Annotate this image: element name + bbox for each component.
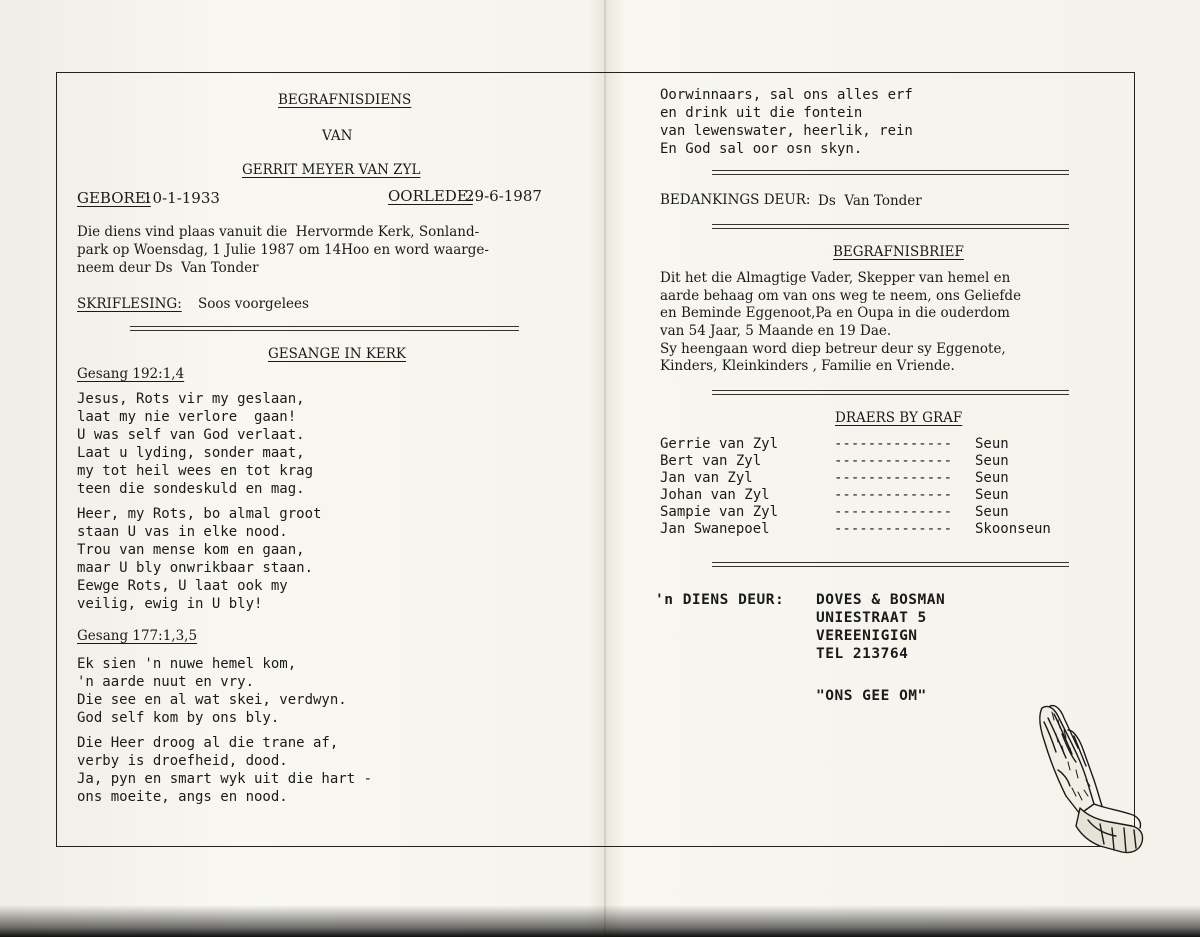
- verse-line: staan U vas in elke nood.: [77, 524, 288, 540]
- letter-line: Kinders, Kleinkinders , Familie en Vriende.: [660, 358, 955, 374]
- service-title: BEGRAFNISDIENS: [278, 92, 412, 108]
- divider: [712, 224, 1069, 229]
- bearer-dash: --------------: [834, 521, 953, 537]
- verse-line: Trou van mense kom en gaan,: [77, 542, 305, 558]
- verse-line: 'n aarde nuut en vry.: [77, 674, 255, 690]
- undertaker-line: VEREENIGIGN: [816, 628, 918, 644]
- bearer-relation: Seun: [975, 487, 1009, 503]
- hymn-2-title: Gesang 177:1,3,5: [77, 628, 198, 644]
- bearer-name: Bert van Zyl: [660, 453, 762, 469]
- scan-edge-shadow: [0, 905, 1200, 937]
- verse-line: laat my nie verlore gaan!: [77, 409, 297, 425]
- verse-line: Heer, my Rots, bo almal groot: [77, 506, 322, 522]
- bearer-relation: Seun: [975, 470, 1009, 486]
- thanks-label: BEDANKINGS DEUR:: [660, 192, 811, 208]
- died-date: 29-6-1987: [465, 187, 542, 205]
- van-label: VAN: [322, 128, 353, 144]
- verse-line: Die see en al wat skei, verdwyn.: [77, 692, 347, 708]
- verse-line: en drink uit die fontein: [660, 105, 863, 121]
- verse-line: Ja, pyn en smart wyk uit die hart -: [77, 771, 373, 787]
- verse-line: God self kom by ons bly.: [77, 710, 280, 726]
- verse-line: ons moeite, angs en nood.: [77, 789, 288, 805]
- verse-line: verby is droefheid, dood.: [77, 753, 288, 769]
- bearer-dash: --------------: [834, 487, 953, 503]
- bearer-row: [660, 436, 1070, 454]
- praying-hands-icon: [1028, 700, 1148, 860]
- bearer-relation: Seun: [975, 436, 1009, 452]
- bearer-relation: Skoonseun: [975, 521, 1051, 537]
- letter-line: Dit het die Almagtige Vader, Skepper van hemel en: [660, 270, 1011, 286]
- divider: [712, 390, 1069, 395]
- bearer-name: Jan Swanepoel: [660, 521, 770, 537]
- died-label: OORLEDE:: [388, 187, 473, 205]
- verse-line: my tot heil wees en tot krag: [77, 463, 314, 479]
- divider: [130, 326, 519, 331]
- letter-line: en Beminde Eggenoot,Pa en Oupa in die ouderdom: [660, 305, 1010, 321]
- verse-line: veilig, ewig in U bly!: [77, 596, 263, 612]
- bearer-row: [660, 470, 1070, 488]
- reading-label: SKRIFLESING:: [77, 296, 182, 312]
- letter-line: Sy heengaan word diep betreur deur sy Eggenote,: [660, 341, 1006, 357]
- letter-line: van 54 Jaar, 5 Maande en 19 Dae.: [660, 323, 892, 339]
- bearer-name: Sampie van Zyl: [660, 504, 779, 520]
- undertaker-line: UNIESTRAAT 5: [816, 610, 927, 626]
- bearer-dash: --------------: [834, 453, 953, 469]
- verse-line: Oorwinnaars, sal ons alles erf: [660, 87, 913, 103]
- verse-line: Jesus, Rots vir my geslaan,: [77, 391, 305, 407]
- bearer-row: [660, 521, 1070, 539]
- bearer-name: Jan van Zyl: [660, 470, 753, 486]
- hymns-heading: GESANGE IN KERK: [268, 346, 407, 362]
- bearer-name: Gerrie van Zyl: [660, 436, 779, 452]
- bearer-name: Johan van Zyl: [660, 487, 770, 503]
- verse-line: Ek sien 'n nuwe hemel kom,: [77, 656, 297, 672]
- verse-line: teen die sondeskuld en mag.: [77, 481, 305, 497]
- verse-line: En God sal oor osn skyn.: [660, 141, 863, 157]
- divider: [712, 170, 1069, 175]
- motto: "ONS GEE OM": [816, 688, 927, 704]
- bearer-row: [660, 453, 1070, 471]
- undertaker-line: TEL 213764: [816, 646, 909, 662]
- verse-line: van lewenswater, heerlik, rein: [660, 123, 913, 139]
- undertaker-line: DOVES & BOSMAN: [816, 592, 946, 608]
- verse-line: Laat u lyding, sonder maat,: [77, 445, 305, 461]
- service-line-2: park op Woensdag, 1 Julie 1987 om 14Hoo en word waarge-: [77, 242, 489, 258]
- bearer-relation: Seun: [975, 504, 1009, 520]
- verse-line: Die Heer droog al die trane af,: [77, 735, 339, 751]
- bearer-relation: Seun: [975, 453, 1009, 469]
- service-by-label: 'n DIENS DEUR:: [655, 592, 785, 608]
- bearer-row: [660, 504, 1070, 522]
- deceased-name: GERRIT MEYER VAN ZYL: [242, 162, 421, 178]
- letter-heading: BEGRAFNISBRIEF: [833, 244, 964, 260]
- bearer-dash: --------------: [834, 504, 953, 520]
- bearer-dash: --------------: [834, 470, 953, 486]
- born-label: GEBORE:: [77, 189, 151, 207]
- born-date: 10-1-1933: [143, 189, 220, 207]
- verse-line: U was self van God verlaat.: [77, 427, 305, 443]
- divider: [712, 562, 1069, 567]
- hymn-1-title: Gesang 192:1,4: [77, 366, 185, 382]
- service-line-1: Die diens vind plaas vanuit die Hervormde Kerk, Sonland-: [77, 224, 480, 240]
- reading-value: Soos voorgelees: [198, 296, 309, 312]
- letter-line: aarde behaag om van ons weg te neem, ons Geliefde: [660, 288, 1022, 304]
- service-line-3: neem deur Ds Van Tonder: [77, 260, 259, 276]
- bearers-heading: DRAERS BY GRAF: [835, 410, 963, 426]
- thanks-value: Ds Van Tonder: [818, 193, 922, 209]
- verse-line: maar U bly onwrikbaar staan.: [77, 560, 314, 576]
- verse-line: Eewge Rots, U laat ook my: [77, 578, 288, 594]
- bearer-row: [660, 487, 1070, 505]
- bearer-dash: --------------: [834, 436, 953, 452]
